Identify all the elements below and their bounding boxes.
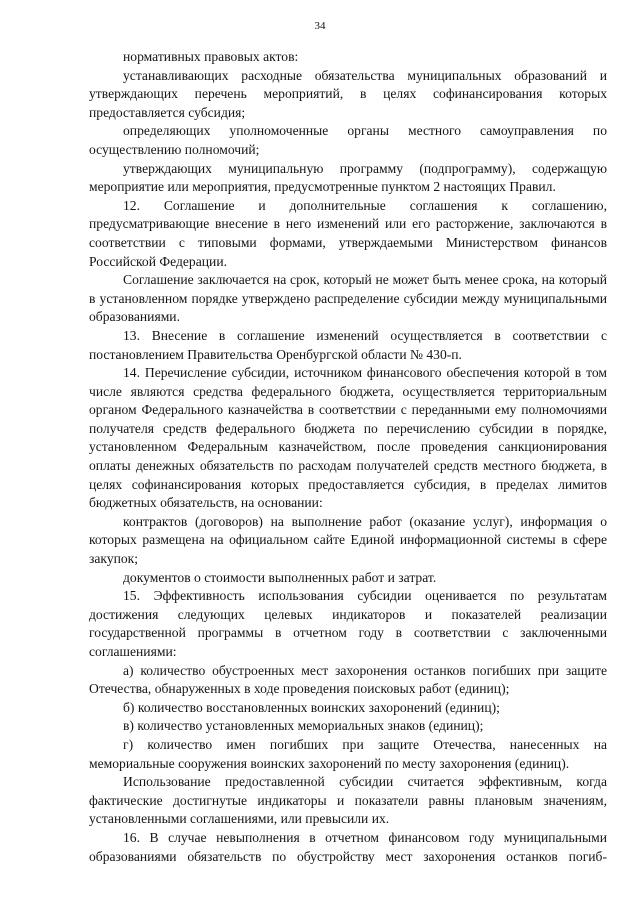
paragraph: Соглашение заключается на срок, который не может быть менее срока, на который в установленном порядке утверждено распределение субсидии между муниципальными образованиями. [89, 272, 607, 325]
paragraph: а) количество обустроенных мест захоронения останков погибших при защите Отечества, обнаруженных в ходе проведения поисковых работ (единиц); [89, 662, 607, 697]
paragraph: 15. Эффективность использования субсидии оценивается по результатам достижения следующих целевых индикаторов и показателей реализации государственной программы в отчетном году в соответствии с заключенными соглашениями: [89, 588, 607, 659]
paragraph: документов о стоимости выполненных работ и затрат. [123, 569, 437, 585]
document-body [89, 48, 607, 866]
paragraph: б) количество восстановленных воинских захоронений (единиц); [123, 699, 500, 715]
paragraph: 14. Перечисление субсидии, источником финансового обеспечения которой в том числе являются средства федерального бюджета, осуществляется территориальным органом Федерального казначейства в соответствии с переданными ему полномочиями получателя средств федерального бюджета по перечислению субсидии в порядке, установленном Федеральным казначейством, после проведения санкционирования оплаты денежных обязательств по расходам получателей средств местного бюджета, в целях софинансирования которых предоставляется субсидия, в пределах лимитов бюджетных обязательств, на основании: [89, 365, 607, 511]
paragraph: устанавливающих расходные обязательства муниципальных образований и утверждающих перечень мероприятий, в целях софинансирования которых предоставляется субсидия; [89, 67, 607, 120]
paragraph: г) количество имен погибших при защите Отечества, нанесенных на мемориальные сооружения воинских захоронений по месту захоронения (единиц). [89, 736, 607, 771]
paragraph: Использование предоставленной субсидии считается эффективным, когда фактические достигнутые индикаторы и показатели равны плановым значениям, установленными соглашениями, или превысили их. [89, 774, 607, 827]
paragraph: определяющих уполномоченные органы местного самоуправления по осуществлению полномочий; [89, 123, 607, 157]
paragraph: контрактов (договоров) на выполнение работ (оказание услуг), информация о которых размещена на официальном сайте Единой информационной системы в сфере закупок; [89, 513, 607, 567]
paragraph: 13. Внесение в соглашение изменений осуществляется в соответствии с постановлением Правительства Оренбургской области № 430-п. [89, 327, 607, 362]
paragraph: утверждающих муниципальную программу (подпрограмму), содержащую мероприятие или мероприятия, предусмотренные пунктом 2 настоящих Правил. [89, 160, 607, 195]
paragraph: в) количество установленных мемориальных знаков (единиц); [123, 718, 484, 734]
page-number: 34 [314, 20, 326, 32]
paragraph: 12. Соглашение и дополнительные соглашения к соглашению, предусматривающие внесение в него изменений или его расторжение, заключаются в соответствии с типовыми формами, утверждаемыми Министерством финансов Российской Федерации. [89, 197, 607, 269]
paragraph: нормативных правовых актов: [123, 49, 299, 64]
paragraph: 16. В случае невыполнения в отчетном финансовом году муниципальными образованиями обязательств по обустройству мест захоронения останков погиб- [89, 829, 607, 864]
